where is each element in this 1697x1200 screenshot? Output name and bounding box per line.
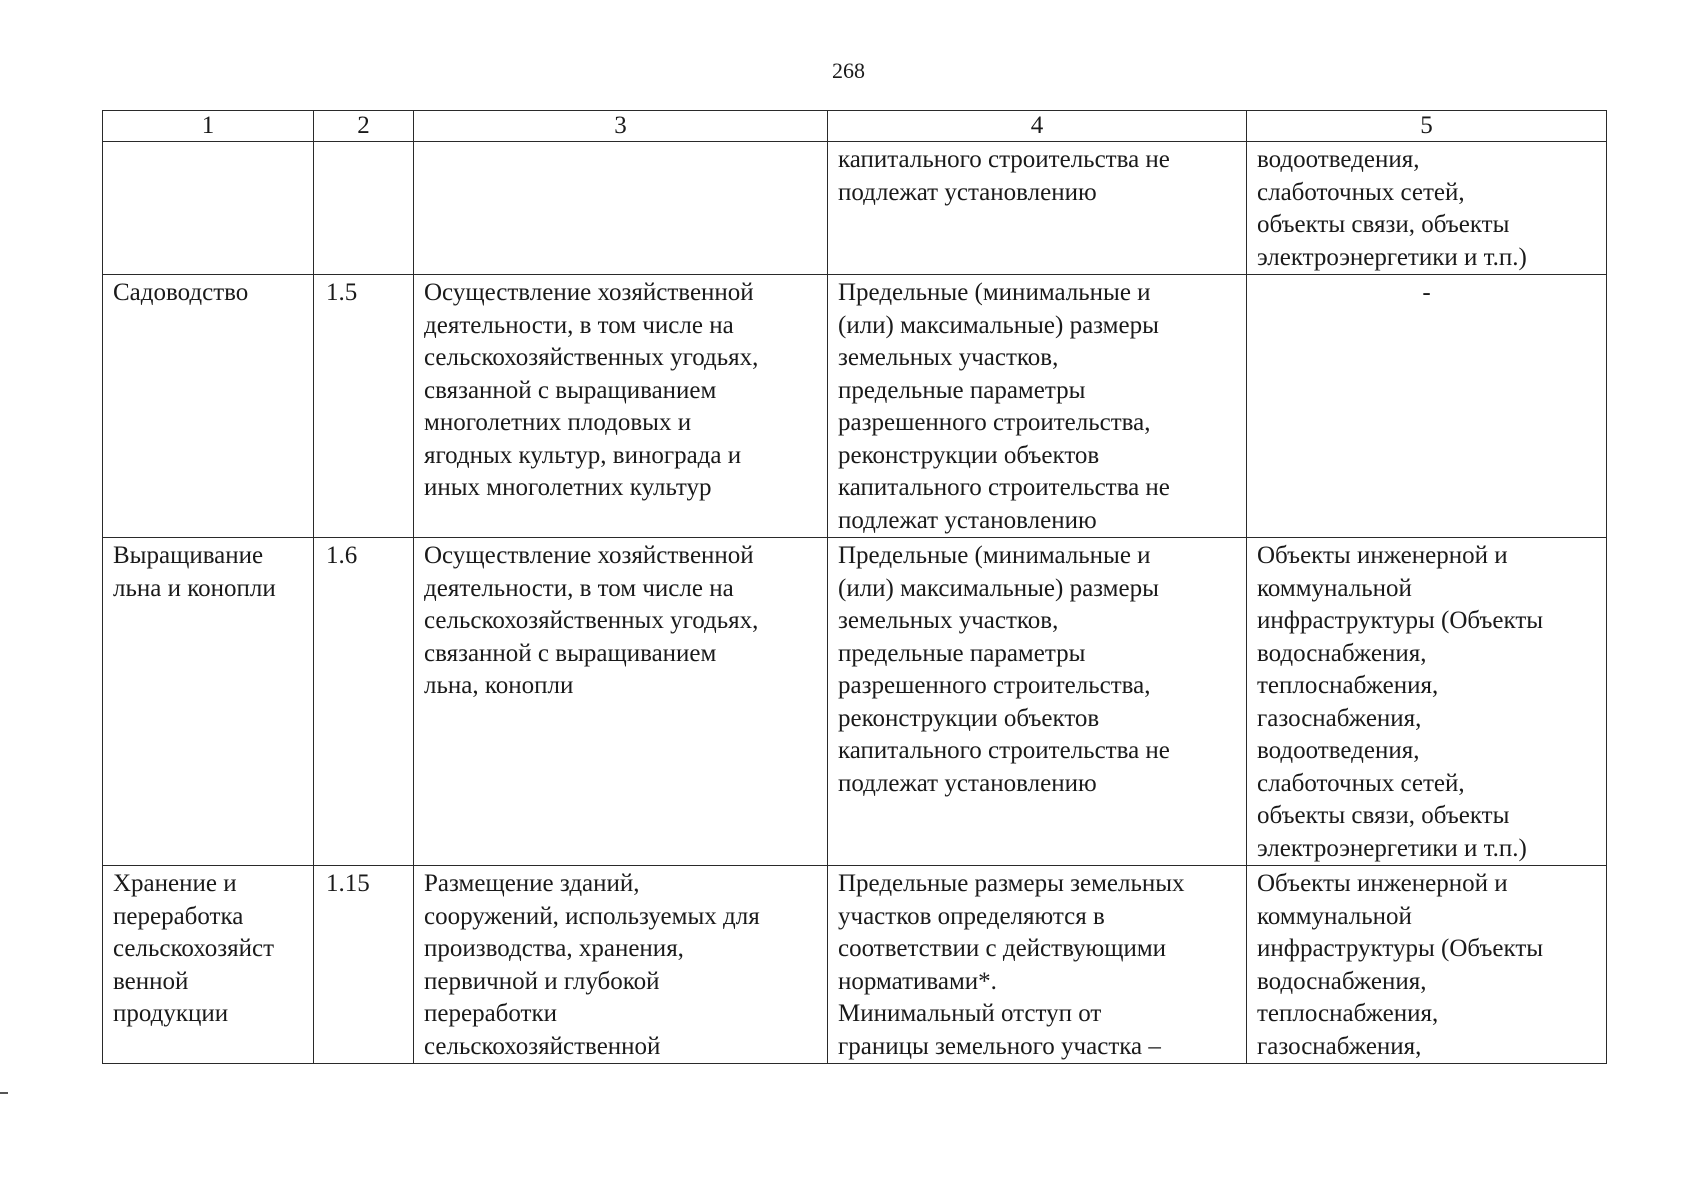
use-code: 1.15: [326, 870, 370, 897]
use-description: Осуществление хозяйственной деятельности, в том числе на сельскохозяйственных угодьях, связанной с выращиванием многолетних плодовых и ягодных культур, винограда и иных многолетних культур: [424, 279, 759, 501]
table-body: [103, 142, 1607, 1064]
use-parameters: Предельные (минимальные и (или) максимальные) размеры земельных участков, предельные параметры разрешенного строительства, реконструкции объектов капитального строительства не подлежат установлению: [838, 542, 1170, 797]
cell-name: [103, 866, 314, 1064]
cell-auxiliary: [1247, 275, 1607, 538]
cell-auxiliary: [1247, 866, 1607, 1064]
cell-description: [414, 275, 828, 538]
cell-description: [414, 142, 828, 275]
column-header-1: 1: [103, 111, 314, 142]
use-code: 1.5: [326, 279, 358, 306]
cell-name: [103, 538, 314, 866]
use-parameters: Предельные (минимальные и (или) максимальные) размеры земельных участков, предельные параметры разрешенного строительства, реконструкции объектов капитального строительства не подлежат установлению: [838, 279, 1170, 534]
use-auxiliary-dash: -: [1422, 279, 1431, 306]
column-header-2: 2: [314, 111, 414, 142]
use-auxiliary: Объекты инженерной и коммунальной инфраструктуры (Объекты водоснабжения, теплоснабжения, газоснабжения,: [1257, 870, 1544, 1060]
use-parameters: Предельные размеры земельных участков определяются в соответствии с действующими нормативами*. Минимальный отступ от границы земельного участка –: [838, 870, 1185, 1060]
cell-code: [314, 275, 414, 538]
table-row-khranenie: [103, 866, 1607, 1064]
use-name: Садоводство: [113, 279, 249, 306]
use-description: Размещение зданий, сооружений, используемых для производства, хранения, первичной и глубокой переработки сельскохозяйственной: [424, 870, 760, 1060]
page-number: 268: [832, 58, 865, 83]
use-name: Выращивание льна и конопли: [113, 542, 276, 602]
cell-parameters: [828, 866, 1247, 1064]
cell-code: [314, 538, 414, 866]
table-row-vyrashchivanie-lna: [103, 538, 1607, 866]
cell-auxiliary: [1247, 538, 1607, 866]
cell-auxiliary: [1247, 142, 1607, 275]
cell-name: [103, 142, 314, 275]
use-name: Хранение и переработка сельскохозяйст венной продукции: [113, 870, 275, 1027]
use-description: Осуществление хозяйственной деятельности, в том числе на сельскохозяйственных угодьях, связанной с выращиванием льна, конопли: [424, 542, 759, 699]
cell-description: [414, 866, 828, 1064]
column-header-4: 4: [828, 111, 1247, 142]
cell-name: [103, 275, 314, 538]
margin-mark: [0, 1092, 8, 1094]
use-code: 1.6: [326, 542, 358, 569]
table-row-sadovodstvo: [103, 275, 1607, 538]
cell-code: [314, 866, 414, 1064]
table-header: [103, 111, 1607, 142]
land-use-table: [102, 110, 1607, 1064]
cell-parameters: [828, 142, 1247, 275]
cell-description: [414, 538, 828, 866]
use-auxiliary: Объекты инженерной и коммунальной инфраструктуры (Объекты водоснабжения, теплоснабжения, газоснабжения, водоотведения, слаботочных сетей, объекты связи, объекты электроэнергетики и т.п.): [1257, 542, 1544, 862]
cell-code: [314, 142, 414, 275]
cell-parameters: [828, 538, 1247, 866]
use-auxiliary: водоотведения, слаботочных сетей, объекты связи, объекты электроэнергетики и т.п.): [1257, 146, 1527, 271]
column-header-5: 5: [1247, 111, 1607, 142]
column-header-3: 3: [414, 111, 828, 142]
cell-parameters: [828, 275, 1247, 538]
table-row-continuation: [103, 142, 1607, 275]
header-row: [103, 111, 1607, 142]
use-parameters: капитального строительства не подлежат установлению: [838, 146, 1170, 206]
